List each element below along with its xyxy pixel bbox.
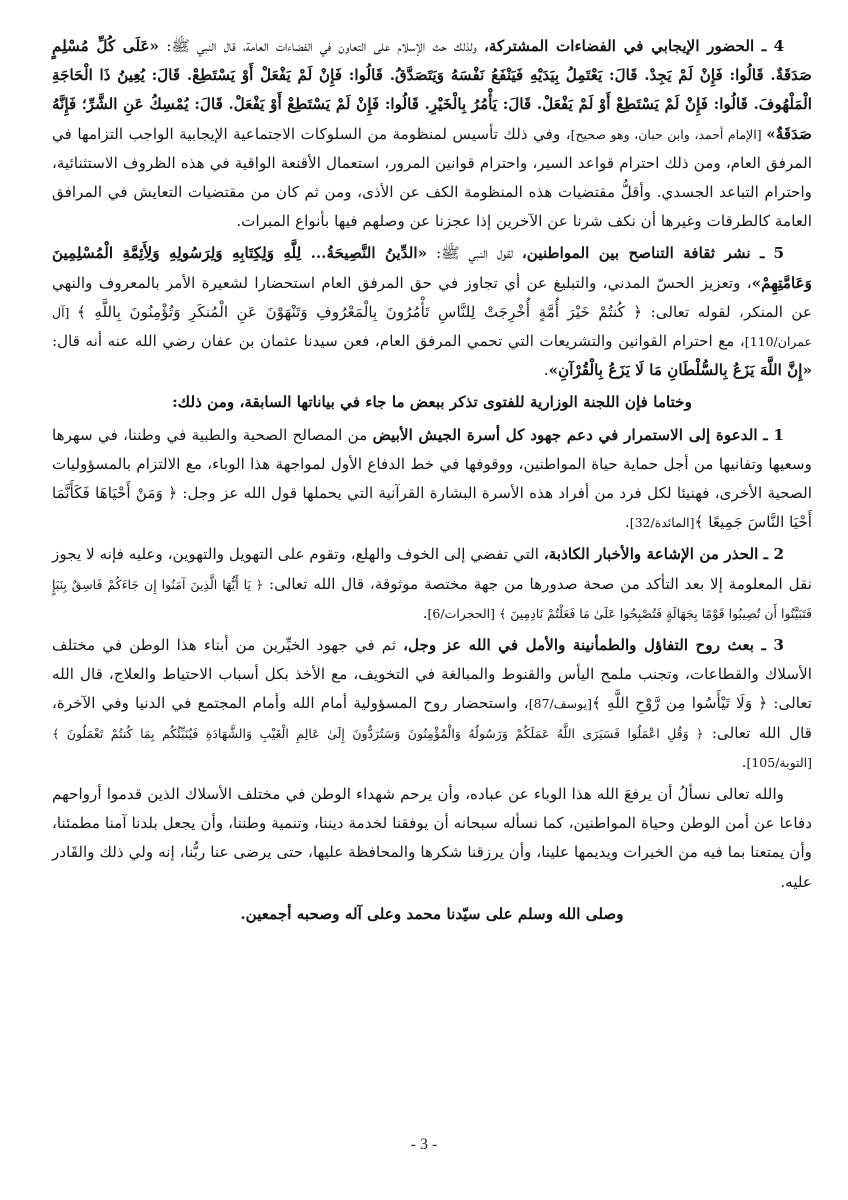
quran-verse: ﴿ كُنتُمْ خَيْرَ أُمَّةٍ أُخْرِجَتْ لِلنَّاسِ تَأْمُرُونَ بِالْمَعْرُوفِ وَتَنْهَوْنَ عَنِ الْمُنكَرِ وَتُؤْمِنُونَ بِاللَّهِ ﴾ [77, 302, 643, 321]
body-text: ، وتعزيز الحسّ المدني، والتبليغ عن أي تجاوز في حق المرفق العام استحضارا لشعيرة الأمر بالمعروف والنهي عن المنكر، لقوله تعالى: [52, 273, 813, 321]
body-text: . [741, 752, 747, 771]
conclusion-intro: وختاما فإن اللجنة الوزارية للفتوى تذكر ببعض ما جاء في بياناتها السابقة، ومن ذلك: [172, 393, 692, 412]
body-text: ، واستحضار روح المسؤولية أمام الله وأمام المجتمع في الدنيا وفي الآخرة، قال الله تعالى: [52, 694, 812, 742]
reminder-heading: ـ الحذر من الإشاعة والأخبار الكاذبة، [543, 545, 774, 564]
reminder-number: 1 [773, 425, 784, 444]
section-4-paragraph [52, 32, 812, 236]
section-5-paragraph [52, 239, 812, 385]
reminder-number: 2 [773, 545, 785, 564]
section-heading: ـ نشر ثقافة التناصح بين المواطنين، [521, 244, 765, 263]
quran-verse: ﴿ وَقُلِ اعْمَلُوا فَسَيَرَى اللَّهُ عَمَلَكُمْ وَرَسُولُهُ وَالْمُؤْمِنُونَ وَسَتُرَدُّونَ إِلَىٰ عَالِمِ الْغَيْبِ وَالشَّهَادَةِ فَيُنَبِّئُكُم بِمَا كُنتُمْ تَعْمَلُونَ ﴾ [52, 725, 704, 741]
quran-reference: [المائدة/32] [629, 515, 695, 531]
athar-quote: «إِنَّ اللَّهَ يَزَعُ بِالسُّلْطَانِ مَا لَا يَزَعُ بِالْقُرْآنِ» [548, 361, 812, 380]
closing-salutation: وصلى الله وسلم على سيّدنا محمد وعلى آله وصحبه أجمعين. [240, 904, 624, 923]
section-heading: ـ الحضور الإيجابي في الفضاءات المشتركة، [483, 37, 767, 55]
hadith-quote: «عَلَى كُلِّ مُسْلِمٍ صَدَقَةٌ. قَالُوا: فَإِنْ لَمْ يَجِدْ. قَالَ: يَعْتَمِلُ بِيَدَيْهِ فَيَنْفَعُ نَفْسَهُ وَيَتَصَدَّقُ. قَالُوا: فَإِنْ لَمْ يَفْعَلْ أَوْ يَسْتَطِعْ. قَالَ: يُعِينُ ذَا الْحَاجَةِ الْمَلْهُوفَ. قَالُوا: فَإِنْ لَمْ يَسْتَطِعْ أَوْ لَمْ يَفْعَلْ. قَالَ: يَأْمُرُ بِالْخَيْرِ. قَالُوا: فَإِنْ لَمْ يَسْتَطِعْ أَوْ يَفْعَلْ. قَالَ: يُمْسِكُ عَنِ الشَّرِّ؛ فَإِنَّهُ صَدَقَةٌ» [52, 37, 812, 143]
reminder-heading: ـ بعث روح التفاؤل والطمأنينة والأمل في الله عز وجل، [403, 636, 774, 655]
reminder-3-paragraph [52, 631, 812, 777]
quran-verse: ﴿ وَمَنْ أَحْيَاهَا فَكَأَنَّمَا أَحْيَا النَّاسَ جَمِيعًا ﴾ [52, 484, 812, 532]
body-text: التي تفضي إلى الخوف والهلع، وتقوم على التهويل والتهوين، وعليه فإنه لا يجوز نقل المعلومة إلا بعد التأكد من صحة صدورها من جهة مختصة موثوقة، قال الله تعالى: [52, 545, 812, 593]
citation: [الإمام أحمد، وابن حبان، وهو صحيح] [570, 126, 767, 142]
body-text: ولذلك حث الإسلام على التعاون في الفضاءات العامة، قال النبي ﷺ: [159, 37, 484, 55]
reminder-2-paragraph [52, 540, 812, 628]
reminder-number: 3 [773, 636, 784, 655]
body-text: . [422, 603, 428, 622]
body-text: . [543, 361, 549, 380]
quran-reference: [التوبة/105] [746, 754, 812, 770]
reminder-heading: ـ الدعوة إلى الاستمرار في دعم جهود كل أسرة الجيش الأبيض [372, 425, 774, 444]
quran-verse: ﴿ وَلَا تَيْأَسُوا مِن رَّوْحِ اللَّهِ ﴾ [591, 694, 768, 713]
body-text: لقول النبي ﷺ: [427, 244, 522, 263]
section-number: 4 [773, 37, 785, 55]
body-text: . [624, 513, 630, 532]
quran-reference: [الحجرات/6] [427, 605, 499, 621]
page-number: - 3 - [410, 1136, 438, 1153]
reminder-1-paragraph [52, 421, 812, 538]
section-number: 5 [773, 244, 785, 263]
hadith-quote: «الدِّينُ النَّصِيحَةُ... لِلَّهِ وَلِكِتَابِهِ وَلِرَسُولِهِ وَلِأَئِمَّةِ الْمُسْلِمِينَ وَعَامَّتِهِمْ» [52, 244, 812, 292]
quran-reference: [يوسف/87] [528, 696, 592, 712]
body-text: ، مع احترام القوانين والتشريعات التي تحمي المرفق العام، فعن سيدنا عثمان بن عفان رضي الله عنه أنه قال: [52, 332, 745, 351]
quran-reference: [آل عمران/110] [52, 304, 812, 350]
body-text: ثم في جهود الخيِّرين من أبناء هذا الوطن في مختلف الأسلاك والقطاعات، وتجنب ملمح اليأس والقنوط والمبالغة في التخويف، مع الأخذ بكل أسباب الاحتياط والعلاج، قال الله تعالى: [52, 636, 812, 713]
quran-verse: ﴿ يَا أَيُّهَا الَّذِينَ آمَنُوا إِن جَاءَكُمْ فَاسِقٌ بِنَبَإٍ فَتَبَيَّنُوا أَن تُصِيبُوا قَوْمًا بِجَهَالَةٍ فَتُصْبِحُوا عَلَىٰ مَا فَعَلْتُمْ نَادِمِينَ ﴾ [52, 576, 812, 621]
body-text: من المصالح الصحية والطبية في وطننا، في سهرها وسعيها وتفانيها من أجل حماية حياة المواطنين، ووقوفها في خط الدفاع الأول لمواجهة هذا الوباء، مع الالتزام بالمسؤوليات الصحية الأخرى، فهنيئا لكل فرد من أفراد هذه الأسرة البشارة القرآنية التي يحملها قول الله عز وجل: [52, 425, 812, 503]
document-page [52, 32, 812, 932]
body-text: ، وفي ذلك تأسيس لمنظومة من السلوكات الاجتماعية الإيجابية الواجب التزامها في المرفق العام، ومن ذلك احترام قواعد السير، واحترام قوانين المرور، استعمال الأقنعة الواقية في هذه الظروف الاستثنائية، واحترام التباعد الجسدي. وأقلُّ مقتضيات هذه المنظومة الكف عن الأذى، ومن ثم كان من مقتضيات التعايش في المرافق العامة كالطرقات وغيرها أن نكف شرنا عن الآخرين إذا عجزنا عن وصلهم فيها بأنواع المبرات. [52, 124, 812, 231]
prayer-paragraph: والله تعالى نسألُ أن يرفعَ الله هذا الوباء عن عباده، وأن يرحم شهداء الوطن في مختلف الأسلاك الذين قدموا أرواحهم دفاعا عن أمن الوطن وحياة المواطنين، كما نسأله سبحانه أن يوفقنا لخدمة ديننا، وتنمية وطننا، وأن يجعل بلدنا آمنا مطمئنا، وأن يمتعنا بما فيه من الخيرات ويديمها علينا، وأن يرزقنا شكرها والمحافظة عليها، حتى يرضى عنا ربُّنا، إنه ولي ذلك والقَادر عليه. [52, 785, 812, 891]
